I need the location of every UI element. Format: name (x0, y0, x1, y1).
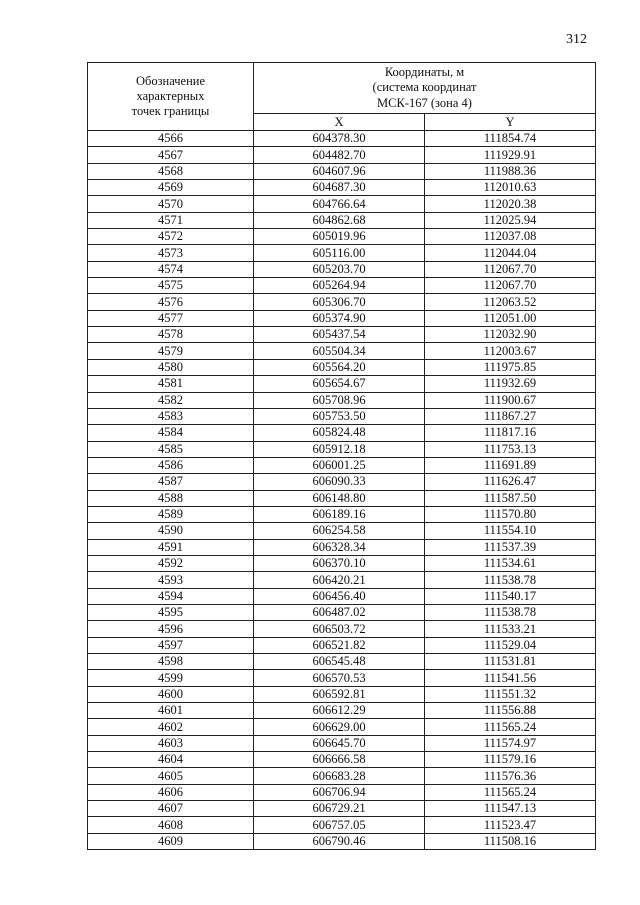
point-number-cell: 4575 (88, 278, 254, 294)
point-number-cell: 4590 (88, 523, 254, 539)
x-coordinate-cell: 606420.21 (254, 572, 425, 588)
y-coordinate-cell: 111529.04 (425, 637, 596, 653)
y-coordinate-cell: 112025.94 (425, 212, 596, 228)
y-coordinate-cell: 111975.85 (425, 359, 596, 375)
point-header-line: точек границы (131, 104, 210, 118)
point-number-cell: 4597 (88, 637, 254, 653)
table-row (88, 278, 596, 294)
y-coordinate-cell: 111565.24 (425, 784, 596, 800)
x-coordinate-cell: 606189.16 (254, 506, 425, 522)
table-row (88, 196, 596, 212)
x-coordinate-cell: 605264.94 (254, 278, 425, 294)
point-number-cell: 4593 (88, 572, 254, 588)
x-coordinate-cell: 604482.70 (254, 147, 425, 163)
y-coordinate-cell: 112067.70 (425, 278, 596, 294)
table-row (88, 686, 596, 702)
table-row (88, 621, 596, 637)
point-number-cell: 4606 (88, 784, 254, 800)
x-coordinate-cell: 606487.02 (254, 604, 425, 620)
point-number-cell: 4568 (88, 163, 254, 179)
table-header (88, 63, 596, 131)
table-row (88, 294, 596, 310)
point-number-cell: 4584 (88, 425, 254, 441)
point-number-cell: 4591 (88, 539, 254, 555)
point-number-cell: 4573 (88, 245, 254, 261)
table-row (88, 735, 596, 751)
x-coordinate-cell: 606666.58 (254, 752, 425, 768)
table-row (88, 441, 596, 457)
table-row (88, 555, 596, 571)
y-coordinate-cell: 111508.16 (425, 833, 596, 849)
table-row (88, 801, 596, 817)
y-column-header: Y (425, 114, 596, 131)
table-row (88, 670, 596, 686)
table-row (88, 376, 596, 392)
y-coordinate-cell: 111929.91 (425, 147, 596, 163)
x-coordinate-cell: 606545.48 (254, 654, 425, 670)
table-row (88, 163, 596, 179)
point-number-cell: 4598 (88, 654, 254, 670)
table-row (88, 147, 596, 163)
point-header-line: характерных (136, 89, 205, 103)
table-row (88, 703, 596, 719)
y-coordinate-cell: 111565.24 (425, 719, 596, 735)
y-coordinate-cell: 112020.38 (425, 196, 596, 212)
y-coordinate-cell: 111523.47 (425, 817, 596, 833)
coordinates-table (87, 62, 596, 850)
point-number-cell: 4580 (88, 359, 254, 375)
x-column-header: X (254, 114, 425, 131)
page-number: 312 (566, 32, 587, 47)
x-coordinate-cell: 605203.70 (254, 261, 425, 277)
table-row (88, 310, 596, 326)
table-row (88, 392, 596, 408)
table-row (88, 131, 596, 147)
table-row (88, 425, 596, 441)
table-row (88, 261, 596, 277)
y-coordinate-cell: 111900.67 (425, 392, 596, 408)
x-coordinate-cell: 605374.90 (254, 310, 425, 326)
point-number-cell: 4595 (88, 604, 254, 620)
table-row (88, 457, 596, 473)
y-coordinate-cell: 111817.16 (425, 425, 596, 441)
table-row (88, 637, 596, 653)
x-coordinate-cell: 605824.48 (254, 425, 425, 441)
point-number-cell: 4566 (88, 131, 254, 147)
point-number-cell: 4599 (88, 670, 254, 686)
y-coordinate-cell: 112067.70 (425, 261, 596, 277)
x-coordinate-cell: 606645.70 (254, 735, 425, 751)
x-coordinate-cell: 606612.29 (254, 703, 425, 719)
point-number-cell: 4579 (88, 343, 254, 359)
x-coordinate-cell: 604378.30 (254, 131, 425, 147)
table-row (88, 343, 596, 359)
y-coordinate-cell: 111753.13 (425, 441, 596, 457)
x-coordinate-cell: 606503.72 (254, 621, 425, 637)
table-row (88, 245, 596, 261)
table-row (88, 833, 596, 849)
x-coordinate-cell: 606629.00 (254, 719, 425, 735)
y-coordinate-cell: 112010.63 (425, 180, 596, 196)
point-number-cell: 4600 (88, 686, 254, 702)
y-coordinate-cell: 111576.36 (425, 768, 596, 784)
x-coordinate-cell: 604607.96 (254, 163, 425, 179)
table-row (88, 539, 596, 555)
x-coordinate-cell: 605654.67 (254, 376, 425, 392)
point-number-cell: 4594 (88, 588, 254, 604)
x-coordinate-cell: 606592.81 (254, 686, 425, 702)
table-row (88, 506, 596, 522)
y-coordinate-cell: 111534.61 (425, 555, 596, 571)
y-coordinate-cell: 112044.04 (425, 245, 596, 261)
point-number-cell: 4578 (88, 327, 254, 343)
x-coordinate-cell: 606148.80 (254, 490, 425, 506)
table-row (88, 180, 596, 196)
point-number-cell: 4581 (88, 376, 254, 392)
y-coordinate-cell: 111538.78 (425, 572, 596, 588)
point-number-cell: 4582 (88, 392, 254, 408)
x-coordinate-cell: 604766.64 (254, 196, 425, 212)
y-coordinate-cell: 111867.27 (425, 408, 596, 424)
table-row (88, 719, 596, 735)
point-number-cell: 4572 (88, 229, 254, 245)
x-coordinate-cell: 606683.28 (254, 768, 425, 784)
x-coordinate-cell: 606790.46 (254, 833, 425, 849)
x-coordinate-cell: 606001.25 (254, 457, 425, 473)
point-number-cell: 4604 (88, 752, 254, 768)
table-row (88, 768, 596, 784)
x-coordinate-cell: 605504.34 (254, 343, 425, 359)
point-number-cell: 4605 (88, 768, 254, 784)
y-coordinate-cell: 111541.56 (425, 670, 596, 686)
table-row (88, 752, 596, 768)
table-row (88, 572, 596, 588)
table-row (88, 817, 596, 833)
x-coordinate-cell: 604687.30 (254, 180, 425, 196)
y-coordinate-cell: 111626.47 (425, 474, 596, 490)
point-header-line: Обозначение (135, 74, 206, 88)
y-coordinate-cell: 112037.08 (425, 229, 596, 245)
table-row (88, 359, 596, 375)
point-number-cell: 4602 (88, 719, 254, 735)
y-coordinate-cell: 111579.16 (425, 752, 596, 768)
y-coordinate-cell: 111551.32 (425, 686, 596, 702)
x-coordinate-cell: 606370.10 (254, 555, 425, 571)
x-coordinate-cell: 605437.54 (254, 327, 425, 343)
table-row (88, 784, 596, 800)
x-coordinate-cell: 604862.68 (254, 212, 425, 228)
y-coordinate-cell: 111540.17 (425, 588, 596, 604)
point-number-cell: 4587 (88, 474, 254, 490)
x-coordinate-cell: 606757.05 (254, 817, 425, 833)
point-number-cell: 4596 (88, 621, 254, 637)
point-designation-header (88, 63, 254, 131)
y-coordinate-cell: 111537.39 (425, 539, 596, 555)
y-coordinate-cell: 112032.90 (425, 327, 596, 343)
coords-header-line: Координаты, м (384, 64, 465, 79)
x-coordinate-cell: 605116.00 (254, 245, 425, 261)
table-row (88, 654, 596, 670)
table-row (88, 408, 596, 424)
point-number-cell: 4588 (88, 490, 254, 506)
y-coordinate-cell: 111691.89 (425, 457, 596, 473)
table-row (88, 212, 596, 228)
point-number-cell: 4585 (88, 441, 254, 457)
y-coordinate-cell: 111531.81 (425, 654, 596, 670)
coords-header-line: МСК-167 (зона 4) (377, 95, 472, 110)
y-coordinate-cell: 111554.10 (425, 523, 596, 539)
y-coordinate-cell: 111854.74 (425, 131, 596, 147)
x-coordinate-cell: 605019.96 (254, 229, 425, 245)
point-number-cell: 4607 (88, 801, 254, 817)
point-number-cell: 4567 (88, 147, 254, 163)
x-coordinate-cell: 605306.70 (254, 294, 425, 310)
point-number-cell: 4569 (88, 180, 254, 196)
y-coordinate-cell: 111587.50 (425, 490, 596, 506)
x-coordinate-cell: 606570.53 (254, 670, 425, 686)
x-coordinate-cell: 605564.20 (254, 359, 425, 375)
point-number-cell: 4571 (88, 212, 254, 228)
x-coordinate-cell: 606254.58 (254, 523, 425, 539)
point-number-cell: 4608 (88, 817, 254, 833)
point-number-cell: 4609 (88, 833, 254, 849)
point-number-cell: 4603 (88, 735, 254, 751)
coords-header-line: (система координат (372, 80, 477, 95)
y-coordinate-cell: 111574.97 (425, 735, 596, 751)
table-row (88, 588, 596, 604)
table-body (88, 131, 596, 850)
x-coordinate-cell: 605753.50 (254, 408, 425, 424)
point-number-cell: 4577 (88, 310, 254, 326)
y-coordinate-cell: 112003.67 (425, 343, 596, 359)
x-coordinate-cell: 606328.34 (254, 539, 425, 555)
y-coordinate-cell: 111533.21 (425, 621, 596, 637)
y-coordinate-cell: 111538.78 (425, 604, 596, 620)
y-coordinate-cell: 111570.80 (425, 506, 596, 522)
point-number-cell: 4592 (88, 555, 254, 571)
header-row (88, 63, 596, 114)
x-coordinate-cell: 605912.18 (254, 441, 425, 457)
table-row (88, 474, 596, 490)
point-number-cell: 4586 (88, 457, 254, 473)
table-row (88, 490, 596, 506)
x-coordinate-cell: 606456.40 (254, 588, 425, 604)
coordinates-header (254, 63, 596, 114)
point-number-cell: 4570 (88, 196, 254, 212)
table-row (88, 327, 596, 343)
point-number-cell: 4589 (88, 506, 254, 522)
y-coordinate-cell: 112051.00 (425, 310, 596, 326)
table-row (88, 523, 596, 539)
y-coordinate-cell: 111988.36 (425, 163, 596, 179)
x-coordinate-cell: 606090.33 (254, 474, 425, 490)
y-coordinate-cell: 112063.52 (425, 294, 596, 310)
point-number-cell: 4601 (88, 703, 254, 719)
point-number-cell: 4576 (88, 294, 254, 310)
x-coordinate-cell: 606521.82 (254, 637, 425, 653)
point-number-cell: 4574 (88, 261, 254, 277)
y-coordinate-cell: 111547.13 (425, 801, 596, 817)
point-number-cell: 4583 (88, 408, 254, 424)
x-coordinate-cell: 606729.21 (254, 801, 425, 817)
table-row (88, 604, 596, 620)
table-row (88, 229, 596, 245)
x-coordinate-cell: 605708.96 (254, 392, 425, 408)
y-coordinate-cell: 111556.88 (425, 703, 596, 719)
x-coordinate-cell: 606706.94 (254, 784, 425, 800)
y-coordinate-cell: 111932.69 (425, 376, 596, 392)
